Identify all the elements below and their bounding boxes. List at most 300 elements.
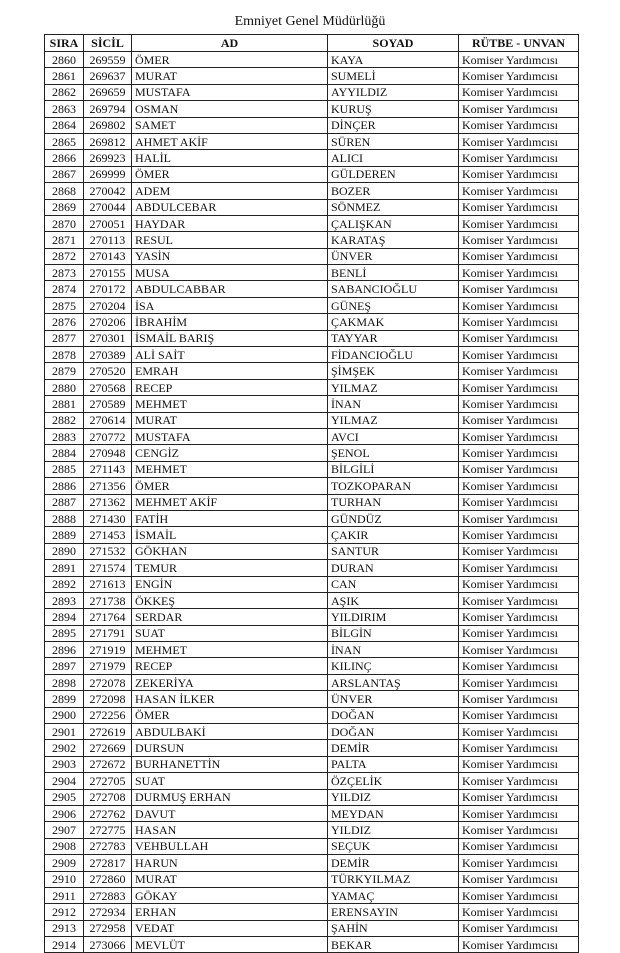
rutbe-cell: Komiser Yardımcısı <box>459 560 579 576</box>
soyad-cell: KURUŞ <box>328 101 459 117</box>
soyad-cell: DOĞAN <box>328 724 459 740</box>
sicil-cell: 271362 <box>84 494 132 510</box>
sira-cell: 2870 <box>45 215 84 231</box>
rutbe-cell: Komiser Yardımcısı <box>459 822 579 838</box>
table-row <box>45 773 579 789</box>
sira-cell: 2862 <box>45 84 84 100</box>
rutbe-cell: Komiser Yardımcısı <box>459 84 579 100</box>
table-row <box>45 674 579 690</box>
ad-cell: MURAT <box>132 412 328 428</box>
sira-cell: 2895 <box>45 625 84 641</box>
sira-cell: 2896 <box>45 642 84 658</box>
ad-cell: RESUL <box>132 232 328 248</box>
sira-cell: 2867 <box>45 166 84 182</box>
header-soyad: SOYAD <box>328 35 459 52</box>
rutbe-cell: Komiser Yardımcısı <box>459 642 579 658</box>
rutbe-cell: Komiser Yardımcısı <box>459 707 579 723</box>
sira-cell: 2872 <box>45 248 84 264</box>
table-row <box>45 347 579 363</box>
sira-cell: 2874 <box>45 281 84 297</box>
rutbe-cell: Komiser Yardımcısı <box>459 52 579 68</box>
sira-cell: 2900 <box>45 707 84 723</box>
soyad-cell: YILMAZ <box>328 412 459 428</box>
sira-cell: 2881 <box>45 396 84 412</box>
ad-cell: MEVLÜT <box>132 937 328 953</box>
ad-cell: RECEP <box>132 658 328 674</box>
ad-cell: ZEKERİYA <box>132 674 328 690</box>
sira-cell: 2880 <box>45 379 84 395</box>
soyad-cell: DİNÇER <box>328 117 459 133</box>
rutbe-cell: Komiser Yardımcısı <box>459 281 579 297</box>
ad-cell: İSA <box>132 297 328 313</box>
sira-cell: 2894 <box>45 609 84 625</box>
ad-cell: GÖKAY <box>132 887 328 903</box>
soyad-cell: ALICI <box>328 150 459 166</box>
soyad-cell: ÇALIŞKAN <box>328 215 459 231</box>
sicil-cell: 271574 <box>84 560 132 576</box>
soyad-cell: ÖZÇELİK <box>328 773 459 789</box>
sicil-cell: 270172 <box>84 281 132 297</box>
table-row <box>45 478 579 494</box>
rutbe-cell: Komiser Yardımcısı <box>459 461 579 477</box>
table-row <box>45 560 579 576</box>
ad-cell: DAVUT <box>132 805 328 821</box>
ad-cell: ADEM <box>132 183 328 199</box>
rutbe-cell: Komiser Yardımcısı <box>459 756 579 772</box>
soyad-cell: SÖNMEZ <box>328 199 459 215</box>
soyad-cell: YILMAZ <box>328 379 459 395</box>
table-row <box>45 609 579 625</box>
rutbe-cell: Komiser Yardımcısı <box>459 248 579 264</box>
table-row <box>45 543 579 559</box>
sicil-cell: 271738 <box>84 592 132 608</box>
ad-cell: ÖKKEŞ <box>132 592 328 608</box>
soyad-cell: DOĞAN <box>328 707 459 723</box>
soyad-cell: TOZKOPARAN <box>328 478 459 494</box>
soyad-cell: ÜNVER <box>328 248 459 264</box>
table-row <box>45 756 579 772</box>
header-sira: SIRA <box>45 35 84 52</box>
soyad-cell: SABANCIOĞLU <box>328 281 459 297</box>
table-row <box>45 199 579 215</box>
sicil-cell: 269559 <box>84 52 132 68</box>
soyad-cell: BİLGİN <box>328 625 459 641</box>
ad-cell: VEDAT <box>132 920 328 936</box>
table-row <box>45 871 579 887</box>
sicil-cell: 270042 <box>84 183 132 199</box>
rutbe-cell: Komiser Yardımcısı <box>459 232 579 248</box>
rutbe-cell: Komiser Yardımcısı <box>459 117 579 133</box>
ad-cell: GÖKHAN <box>132 543 328 559</box>
ad-cell: VEHBULLAH <box>132 838 328 854</box>
soyad-cell: GÜNDÜZ <box>328 510 459 526</box>
soyad-cell: İNAN <box>328 396 459 412</box>
ad-cell: İSMAİL <box>132 527 328 543</box>
sicil-cell: 270389 <box>84 347 132 363</box>
sicil-cell: 271430 <box>84 510 132 526</box>
rutbe-cell: Komiser Yardımcısı <box>459 805 579 821</box>
sicil-cell: 272860 <box>84 871 132 887</box>
rutbe-cell: Komiser Yardımcısı <box>459 904 579 920</box>
table-row <box>45 412 579 428</box>
soyad-cell: YILDIRIM <box>328 609 459 625</box>
sira-cell: 2866 <box>45 150 84 166</box>
soyad-cell: ŞİMŞEK <box>328 363 459 379</box>
rutbe-cell: Komiser Yardımcısı <box>459 592 579 608</box>
sira-cell: 2884 <box>45 445 84 461</box>
ad-cell: SUAT <box>132 625 328 641</box>
sicil-cell: 272078 <box>84 674 132 690</box>
sicil-cell: 270204 <box>84 297 132 313</box>
sira-cell: 2910 <box>45 871 84 887</box>
table-row <box>45 330 579 346</box>
sira-cell: 2903 <box>45 756 84 772</box>
rutbe-cell: Komiser Yardımcısı <box>459 412 579 428</box>
ad-cell: MUSTAFA <box>132 428 328 444</box>
sira-cell: 2901 <box>45 724 84 740</box>
table-row <box>45 904 579 920</box>
table-row <box>45 920 579 936</box>
sicil-cell: 272669 <box>84 740 132 756</box>
soyad-cell: BEKAR <box>328 937 459 953</box>
sicil-cell: 269637 <box>84 68 132 84</box>
sira-cell: 2882 <box>45 412 84 428</box>
table-row <box>45 363 579 379</box>
sicil-cell: 271453 <box>84 527 132 543</box>
sicil-cell: 269999 <box>84 166 132 182</box>
soyad-cell: YILDIZ <box>328 822 459 838</box>
soyad-cell: BİLGİLİ <box>328 461 459 477</box>
table-row <box>45 428 579 444</box>
sicil-cell: 271356 <box>84 478 132 494</box>
rutbe-cell: Komiser Yardımcısı <box>459 199 579 215</box>
soyad-cell: DEMİR <box>328 740 459 756</box>
ad-cell: ABDULBAKİ <box>132 724 328 740</box>
ad-cell: ABDULCEBAR <box>132 199 328 215</box>
sira-cell: 2908 <box>45 838 84 854</box>
table-row <box>45 117 579 133</box>
sira-cell: 2863 <box>45 101 84 117</box>
soyad-cell: SANTUR <box>328 543 459 559</box>
sicil-cell: 272256 <box>84 707 132 723</box>
header-rutbe-unvan: RÜTBE - UNVAN <box>459 35 579 52</box>
ad-cell: MUSTAFA <box>132 84 328 100</box>
sira-cell: 2861 <box>45 68 84 84</box>
sira-cell: 2890 <box>45 543 84 559</box>
table-row <box>45 576 579 592</box>
rutbe-cell: Komiser Yardımcısı <box>459 363 579 379</box>
rutbe-cell: Komiser Yardımcısı <box>459 691 579 707</box>
table-row <box>45 527 579 543</box>
soyad-cell: DEMİR <box>328 855 459 871</box>
sicil-cell: 272762 <box>84 805 132 821</box>
sira-cell: 2899 <box>45 691 84 707</box>
soyad-cell: TURHAN <box>328 494 459 510</box>
ad-cell: OSMAN <box>132 101 328 117</box>
table-row <box>45 707 579 723</box>
table-row <box>45 642 579 658</box>
sira-cell: 2902 <box>45 740 84 756</box>
sicil-cell: 272098 <box>84 691 132 707</box>
rutbe-cell: Komiser Yardımcısı <box>459 724 579 740</box>
table-row <box>45 396 579 412</box>
sira-cell: 2875 <box>45 297 84 313</box>
sicil-cell: 271919 <box>84 642 132 658</box>
soyad-cell: SÜREN <box>328 133 459 149</box>
ad-cell: EMRAH <box>132 363 328 379</box>
table-row <box>45 691 579 707</box>
table-row <box>45 281 579 297</box>
sicil-cell: 272958 <box>84 920 132 936</box>
ad-cell: SERDAR <box>132 609 328 625</box>
sira-cell: 2871 <box>45 232 84 248</box>
table-row <box>45 232 579 248</box>
table-row <box>45 183 579 199</box>
soyad-cell: AYYILDIZ <box>328 84 459 100</box>
rutbe-cell: Komiser Yardımcısı <box>459 609 579 625</box>
soyad-cell: GÜNEŞ <box>328 297 459 313</box>
rutbe-cell: Komiser Yardımcısı <box>459 937 579 953</box>
sira-cell: 2893 <box>45 592 84 608</box>
table-row <box>45 445 579 461</box>
sicil-cell: 272934 <box>84 904 132 920</box>
sicil-cell: 272783 <box>84 838 132 854</box>
soyad-cell: ÇAKIR <box>328 527 459 543</box>
table-row <box>45 265 579 281</box>
sicil-cell: 269794 <box>84 101 132 117</box>
sira-cell: 2879 <box>45 363 84 379</box>
page-title: Emniyet Genel Müdürlüğü <box>234 14 386 29</box>
table-row <box>45 150 579 166</box>
sicil-cell: 271613 <box>84 576 132 592</box>
rutbe-cell: Komiser Yardımcısı <box>459 347 579 363</box>
table-row <box>45 166 579 182</box>
sira-cell: 2878 <box>45 347 84 363</box>
table-row <box>45 215 579 231</box>
soyad-cell: GÜLDEREN <box>328 166 459 182</box>
sira-cell: 2887 <box>45 494 84 510</box>
rutbe-cell: Komiser Yardımcısı <box>459 658 579 674</box>
rutbe-cell: Komiser Yardımcısı <box>459 314 579 330</box>
soyad-cell: YILDIZ <box>328 789 459 805</box>
sicil-cell: 270155 <box>84 265 132 281</box>
rutbe-cell: Komiser Yardımcısı <box>459 183 579 199</box>
sira-cell: 2897 <box>45 658 84 674</box>
ad-cell: CENGİZ <box>132 445 328 461</box>
sicil-cell: 273066 <box>84 937 132 953</box>
sicil-cell: 270948 <box>84 445 132 461</box>
ad-cell: MURAT <box>132 871 328 887</box>
ad-cell: HARUN <box>132 855 328 871</box>
table-row <box>45 133 579 149</box>
sicil-cell: 270772 <box>84 428 132 444</box>
ad-cell: ÖMER <box>132 166 328 182</box>
sira-cell: 2886 <box>45 478 84 494</box>
ad-cell: SUAT <box>132 773 328 789</box>
sicil-cell: 269659 <box>84 84 132 100</box>
soyad-cell: BENLİ <box>328 265 459 281</box>
ad-cell: HASAN İLKER <box>132 691 328 707</box>
soyad-cell: DURAN <box>328 560 459 576</box>
soyad-cell: TÜRKYILMAZ <box>328 871 459 887</box>
soyad-cell: MEYDAN <box>328 805 459 821</box>
rutbe-cell: Komiser Yardımcısı <box>459 789 579 805</box>
rutbe-cell: Komiser Yardımcısı <box>459 494 579 510</box>
table-row <box>45 855 579 871</box>
sira-cell: 2877 <box>45 330 84 346</box>
sicil-cell: 270614 <box>84 412 132 428</box>
ad-cell: ÖMER <box>132 478 328 494</box>
sicil-cell: 270520 <box>84 363 132 379</box>
table-row <box>45 248 579 264</box>
rutbe-cell: Komiser Yardımcısı <box>459 625 579 641</box>
ad-cell: YASİN <box>132 248 328 264</box>
table-row <box>45 658 579 674</box>
soyad-cell: YAMAÇ <box>328 887 459 903</box>
sicil-cell: 271791 <box>84 625 132 641</box>
ad-cell: TEMUR <box>132 560 328 576</box>
personnel-table <box>44 34 579 953</box>
table-row <box>45 724 579 740</box>
sicil-cell: 270113 <box>84 232 132 248</box>
sicil-cell: 272672 <box>84 756 132 772</box>
soyad-cell: CAN <box>328 576 459 592</box>
sicil-cell: 272775 <box>84 822 132 838</box>
table-row <box>45 822 579 838</box>
table-header-row <box>45 35 579 52</box>
soyad-cell: SEÇUK <box>328 838 459 854</box>
soyad-cell: FİDANCIOĞLU <box>328 347 459 363</box>
sira-cell: 2914 <box>45 937 84 953</box>
ad-cell: MEHMET <box>132 461 328 477</box>
ad-cell: HALİL <box>132 150 328 166</box>
sira-cell: 2885 <box>45 461 84 477</box>
ad-cell: MEHMET <box>132 642 328 658</box>
rutbe-cell: Komiser Yardımcısı <box>459 838 579 854</box>
soyad-cell: SUMELİ <box>328 68 459 84</box>
ad-cell: HASAN <box>132 822 328 838</box>
sicil-cell: 271532 <box>84 543 132 559</box>
rutbe-cell: Komiser Yardımcısı <box>459 871 579 887</box>
rutbe-cell: Komiser Yardımcısı <box>459 396 579 412</box>
rutbe-cell: Komiser Yardımcısı <box>459 166 579 182</box>
sicil-cell: 270206 <box>84 314 132 330</box>
sira-cell: 2912 <box>45 904 84 920</box>
sira-cell: 2865 <box>45 133 84 149</box>
sicil-cell: 270568 <box>84 379 132 395</box>
sira-cell: 2904 <box>45 773 84 789</box>
sira-cell: 2889 <box>45 527 84 543</box>
rutbe-cell: Komiser Yardımcısı <box>459 855 579 871</box>
sira-cell: 2909 <box>45 855 84 871</box>
table-row <box>45 379 579 395</box>
rutbe-cell: Komiser Yardımcısı <box>459 265 579 281</box>
sira-cell: 2868 <box>45 183 84 199</box>
sira-cell: 2911 <box>45 887 84 903</box>
table-row <box>45 314 579 330</box>
ad-cell: ALİ SAİT <box>132 347 328 363</box>
soyad-cell: İNAN <box>328 642 459 658</box>
sira-cell: 2907 <box>45 822 84 838</box>
table-row <box>45 101 579 117</box>
rutbe-cell: Komiser Yardımcısı <box>459 478 579 494</box>
rutbe-cell: Komiser Yardımcısı <box>459 68 579 84</box>
ad-cell: DURMUŞ ERHAN <box>132 789 328 805</box>
soyad-cell: ÇAKMAK <box>328 314 459 330</box>
table-row <box>45 937 579 953</box>
ad-cell: ÖMER <box>132 707 328 723</box>
header-ad: AD <box>132 35 328 52</box>
table-row <box>45 789 579 805</box>
rutbe-cell: Komiser Yardımcısı <box>459 379 579 395</box>
table-row <box>45 510 579 526</box>
soyad-cell: AVCI <box>328 428 459 444</box>
rutbe-cell: Komiser Yardımcısı <box>459 101 579 117</box>
sicil-cell: 270044 <box>84 199 132 215</box>
sicil-cell: 272705 <box>84 773 132 789</box>
sicil-cell: 272619 <box>84 724 132 740</box>
rutbe-cell: Komiser Yardımcısı <box>459 740 579 756</box>
ad-cell: SAMET <box>132 117 328 133</box>
sira-cell: 2864 <box>45 117 84 133</box>
soyad-cell: BOZER <box>328 183 459 199</box>
sicil-cell: 270143 <box>84 248 132 264</box>
sicil-cell: 269812 <box>84 133 132 149</box>
soyad-cell: AŞIK <box>328 592 459 608</box>
soyad-cell: ERENSAYIN <box>328 904 459 920</box>
sicil-cell: 272817 <box>84 855 132 871</box>
rutbe-cell: Komiser Yardımcısı <box>459 150 579 166</box>
sicil-cell: 270051 <box>84 215 132 231</box>
rutbe-cell: Komiser Yardımcısı <box>459 527 579 543</box>
soyad-cell: PALTA <box>328 756 459 772</box>
table-row <box>45 805 579 821</box>
ad-cell: ENGİN <box>132 576 328 592</box>
soyad-cell: TAYYAR <box>328 330 459 346</box>
sira-cell: 2898 <box>45 674 84 690</box>
soyad-cell: ARSLANTAŞ <box>328 674 459 690</box>
sira-cell: 2883 <box>45 428 84 444</box>
table-row <box>45 84 579 100</box>
ad-cell: RECEP <box>132 379 328 395</box>
sira-cell: 2905 <box>45 789 84 805</box>
sira-cell: 2892 <box>45 576 84 592</box>
soyad-cell: ÜNVER <box>328 691 459 707</box>
soyad-cell: ŞAHİN <box>328 920 459 936</box>
rutbe-cell: Komiser Yardımcısı <box>459 445 579 461</box>
sira-cell: 2906 <box>45 805 84 821</box>
table-row <box>45 297 579 313</box>
ad-cell: MEHMET <box>132 396 328 412</box>
sira-cell: 2876 <box>45 314 84 330</box>
rutbe-cell: Komiser Yardımcısı <box>459 773 579 789</box>
table-row <box>45 52 579 68</box>
soyad-cell: KARATAŞ <box>328 232 459 248</box>
ad-cell: İBRAHİM <box>132 314 328 330</box>
table-row <box>45 838 579 854</box>
soyad-cell: KILINÇ <box>328 658 459 674</box>
rutbe-cell: Komiser Yardımcısı <box>459 887 579 903</box>
rutbe-cell: Komiser Yardımcısı <box>459 510 579 526</box>
table-row <box>45 625 579 641</box>
sira-cell: 2869 <box>45 199 84 215</box>
ad-cell: ABDULCABBAR <box>132 281 328 297</box>
sicil-cell: 271143 <box>84 461 132 477</box>
sira-cell: 2891 <box>45 560 84 576</box>
rutbe-cell: Komiser Yardımcısı <box>459 330 579 346</box>
rutbe-cell: Komiser Yardımcısı <box>459 215 579 231</box>
rutbe-cell: Komiser Yardımcısı <box>459 920 579 936</box>
